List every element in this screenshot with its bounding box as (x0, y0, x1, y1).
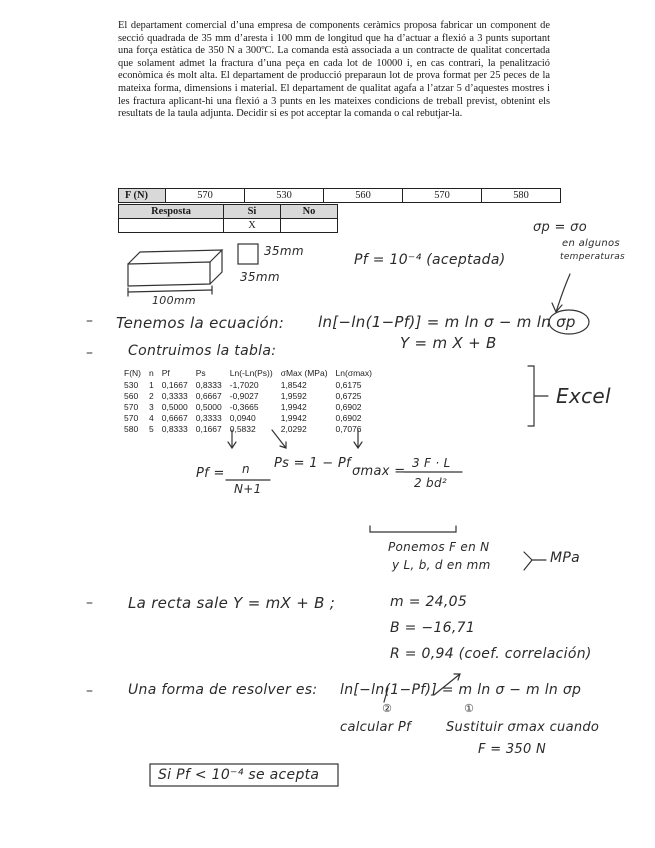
smax-formula-den: 2 bd² (414, 476, 447, 490)
answer-mark: X (224, 219, 281, 233)
data-header: F(N) (124, 367, 141, 378)
bullet-dash: – (86, 345, 93, 361)
cell: 1,8542 (280, 379, 307, 390)
cell: 0,8333 (195, 379, 222, 390)
conclusion-text: Si Pf < 10⁻⁴ se acepta (158, 767, 320, 783)
cell: 1 (149, 379, 154, 390)
cell: 4 (149, 412, 154, 423)
intercept-value: B = −16,71 (390, 620, 476, 636)
cell: 2 (149, 390, 154, 401)
excel-bracket (528, 366, 548, 426)
bullet-dash: – (86, 683, 93, 699)
cell: 0,3333 (195, 412, 222, 423)
units-line1: Ponemos F en N (388, 540, 490, 554)
table-row (120, 401, 376, 412)
bullet-dash: – (86, 313, 93, 329)
cell: 530 (124, 379, 139, 390)
ps-formula: Ps = 1 − Pf (274, 456, 351, 471)
cell: 0,5000 (161, 401, 188, 412)
smax-bracket (370, 526, 456, 532)
bullet-dash: – (86, 595, 93, 611)
dim-bottom-label: 35mm (240, 270, 280, 284)
table-row (120, 423, 376, 434)
force-value: 570 (403, 189, 482, 203)
cell: 0,6902 (335, 401, 362, 412)
units-result: MPa (550, 550, 581, 566)
solve-equation: ln[−ln(1−Pf)] = m ln σ − m ln σp (340, 682, 582, 698)
cell: 0,5000 (195, 401, 222, 412)
cell: 0,1667 (161, 379, 188, 390)
units-line2: y L, b, d en mm (392, 558, 491, 572)
excel-label: Excel (556, 384, 611, 408)
build-table-note: Contruimos la tabla: (128, 343, 277, 359)
cell: 0,6667 (195, 390, 222, 401)
solve-intro: Una forma de resolver es: (128, 682, 318, 698)
pf-accept-note: Pf = 10⁻⁴ (aceptada) (354, 252, 506, 268)
pf-formula-num: n (242, 462, 250, 476)
equation-intro: Tenemos la ecuación: (116, 314, 285, 332)
problem-statement: El departament comercial d’una empresa de components ceràmics proposa fabricar un component de secció quadrada de 35 mm d’aresta i 100 mm de longitud que ha d’actuar a flexió a 3 punts suportant una força estàtica de 350 N a 300ºC. La comanda està associada a un contracte de qualitat concertada que solament admet la fractura d’una peça en cada lot de 10000 i, en cas contrari, la penalització econòmica és molt alta. El departament de producció preparaun lot de prova format per 25 peces de la mateixa forma, dimensions i material. El departament de qualitat agafa a l’atzar 5 d’aquestes mostres i les fractura aplicant-hi una flexió a 3 punts en les mateixes condicions de treball previst, obtenint els resultats de la taula adjunta. Decidir si es pot acceptar la comanda o cal rebutjar-la. (118, 20, 550, 120)
force-value-note: F = 350 N (478, 742, 547, 757)
data-table (120, 367, 376, 434)
sigma-arrow (556, 274, 570, 312)
pf-formula-lhs: Pf = (196, 466, 225, 481)
force-value: 530 (245, 189, 324, 203)
cell: 0,8333 (161, 423, 188, 434)
units-brace (524, 552, 532, 570)
cell: 570 (124, 401, 139, 412)
sigma-note-line1: en algunos (562, 238, 620, 249)
force-value: 570 (166, 189, 245, 203)
cell: 0,6725 (335, 390, 362, 401)
cell: 5 (149, 423, 154, 434)
linear-form: Y = m X + B (400, 334, 497, 352)
force-value: 580 (482, 189, 561, 203)
weibull-equation: ln[−ln(1−Pf)] = m ln σ − m ln σp (318, 313, 576, 331)
cell: 2,0292 (280, 423, 307, 434)
cell: -0,9027 (229, 390, 259, 401)
cell: 570 (124, 412, 139, 423)
data-header: Ln(-Ln(Ps)) (229, 367, 273, 378)
dim-side-label: 35mm (264, 244, 304, 258)
cell: 0,5832 (229, 423, 256, 434)
data-header: Pf (161, 367, 170, 378)
table-row (120, 412, 376, 423)
dim-length-label: 100mm (152, 294, 196, 307)
step-2-marker: ② (382, 702, 393, 715)
pf-formula-den: N+1 (234, 482, 262, 496)
force-value: 560 (324, 189, 403, 203)
answer-yes: Si (224, 205, 281, 219)
correlation-value: R = 0,94 (coef. correlación) (390, 646, 592, 662)
data-header: σMax (MPa) (280, 367, 328, 378)
data-header: Ln(σmax) (335, 367, 372, 378)
slope-value: m = 24,05 (390, 594, 468, 610)
cell: 0,7076 (335, 423, 362, 434)
cell: 1,9942 (280, 412, 307, 423)
force-header: F (N) (119, 189, 166, 203)
cell: 560 (124, 390, 139, 401)
smax-formula-num: 3 F · L (412, 456, 451, 470)
cell: 1,9592 (280, 390, 307, 401)
cell: -0,3665 (229, 401, 259, 412)
smax-formula-lhs: σmax = (352, 464, 406, 479)
data-header: n (149, 367, 154, 378)
sigma-note-line2: temperaturas (560, 252, 626, 262)
table-row (120, 390, 376, 401)
section-square (238, 244, 258, 264)
data-header: Ps (195, 367, 206, 378)
cell: 0,6175 (335, 379, 362, 390)
cell: 0,6902 (335, 412, 362, 423)
substitute-note: Sustituir σmax cuando (446, 720, 600, 735)
answer-no: No (281, 205, 338, 219)
cell: 0,0940 (229, 412, 256, 423)
cell: 0,6667 (161, 412, 188, 423)
cell: -1,7020 (229, 379, 259, 390)
answer-label: Resposta (119, 205, 224, 219)
cell: 580 (124, 423, 139, 434)
cell: 3 (149, 401, 154, 412)
sigma-definition: σp = σo (533, 220, 587, 235)
line-intro: La recta sale Y = mX + B ; (128, 594, 336, 612)
bar-front (128, 262, 210, 286)
step-1-marker: ① (464, 702, 475, 715)
cell: 0,3333 (161, 390, 188, 401)
cell: 0,1667 (195, 423, 222, 434)
calc-pf-note: calcular Pf (340, 720, 411, 735)
length-dimension (128, 290, 212, 292)
table-row (120, 379, 376, 390)
cell: 1,9942 (280, 401, 307, 412)
